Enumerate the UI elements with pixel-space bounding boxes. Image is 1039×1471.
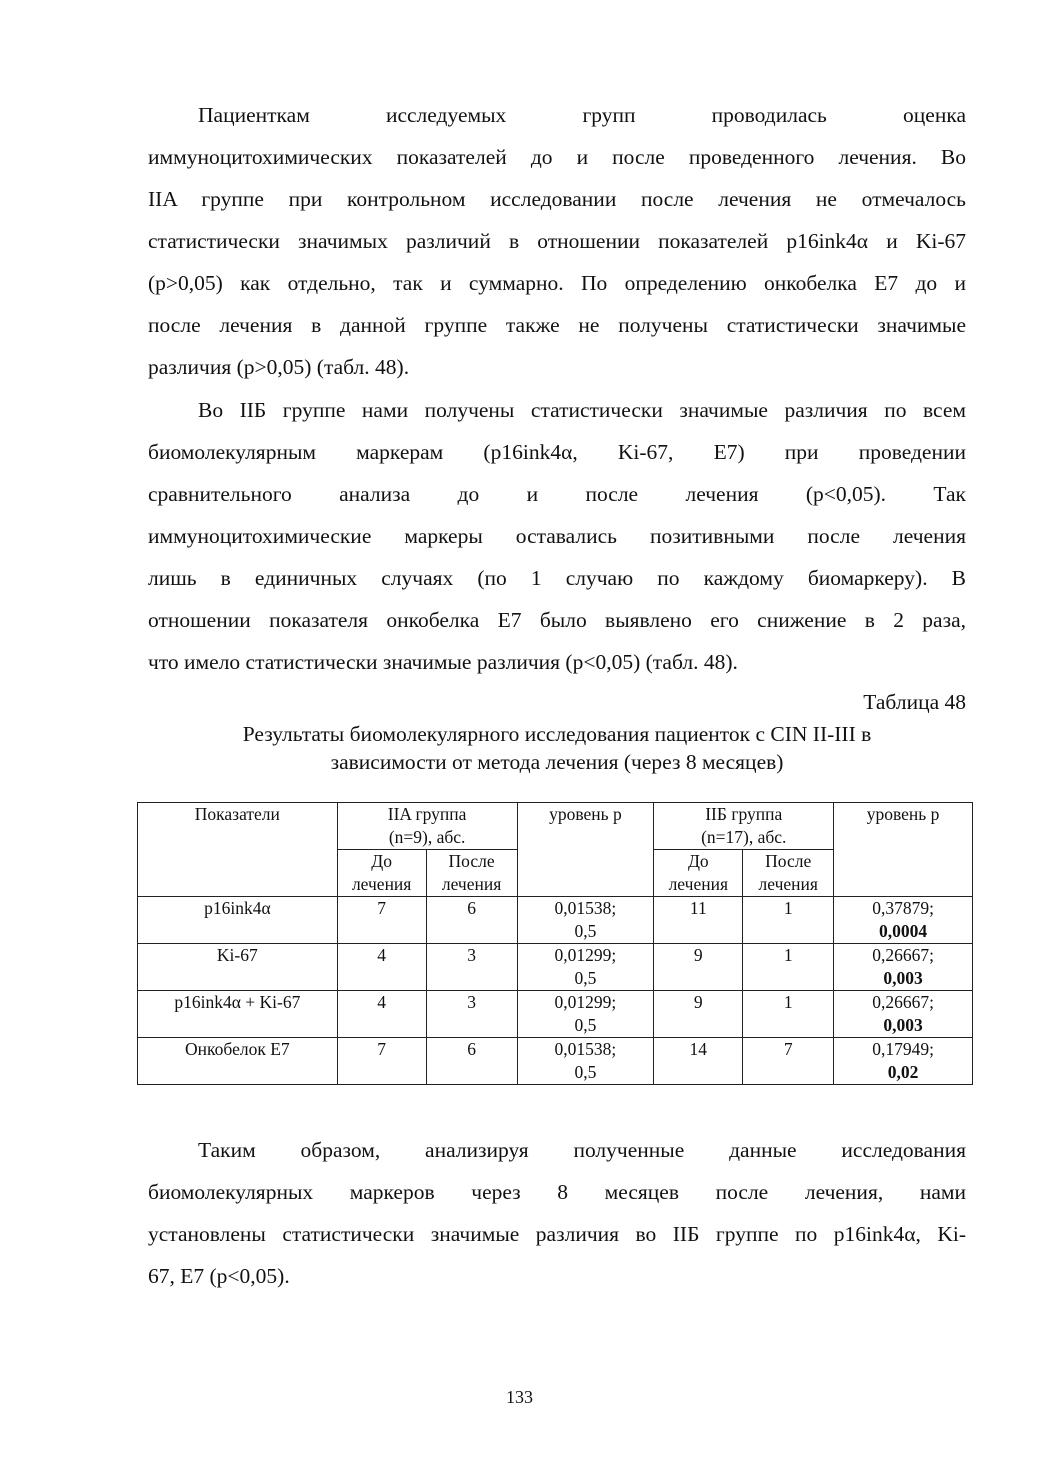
text-line: биомолекулярных маркеров через 8 месяцев после лечения, нами: [148, 1180, 966, 1204]
cell-b-after: 7: [743, 1038, 834, 1085]
text-line: иммуноцитохимические маркеры оставались позитивными после лечения: [148, 524, 966, 548]
cell-indicator: p16ink4α: [138, 897, 338, 944]
header-indicator: Показатели: [138, 803, 338, 897]
results-table: [137, 802, 973, 1085]
table-row: [138, 944, 973, 991]
cell-b-after: 1: [743, 897, 834, 944]
header-b-before: До лечения: [654, 850, 743, 897]
text-line: различия (p>0,05) (табл. 48).: [148, 355, 410, 379]
cell-p-b: 0,17949; 0,02: [834, 1038, 973, 1085]
cell-p-b: 0,26667; 0,003: [834, 944, 973, 991]
text-line: 67, E7 (p<0,05).: [148, 1264, 290, 1288]
cell-b-before: 9: [654, 944, 743, 991]
text-line: статистически значимых различий в отношении показателей p16ink4α и Ki-67: [148, 229, 966, 253]
cell-p-a: 0,01538; 0,5: [517, 1038, 654, 1085]
cell-p-a: 0,01538; 0,5: [517, 897, 654, 944]
paragraph-conclusion: [148, 1129, 966, 1297]
cell-p-a: 0,01299; 0,5: [517, 944, 654, 991]
cell-p-b: 0,26667; 0,003: [834, 991, 973, 1038]
header-p-level-a: уровень p: [517, 803, 654, 897]
text-line: Во IIБ группе нами получены статистически значимые различия по всем: [198, 398, 966, 422]
text-line: что имело статистически значимые различия (p<0,05) (табл. 48).: [148, 650, 738, 674]
page-number: 133: [506, 1387, 533, 1407]
cell-a-after: 3: [426, 944, 517, 991]
cell-a-after: 3: [426, 991, 517, 1038]
cell-a-before: 4: [337, 944, 426, 991]
text-line: после лечения в данной группе также не получены статистически значимые: [148, 313, 966, 337]
header-group-a: IIA группа (n=9), абс.: [337, 803, 517, 850]
cell-a-before: 7: [337, 897, 426, 944]
cell-b-after: 1: [743, 944, 834, 991]
text-line: биомолекулярным маркерам (p16ink4α, Ki-67, E7) при проведении: [148, 440, 966, 464]
cell-indicator: Онкобелок Е7: [138, 1038, 338, 1085]
text-line: установлены статистически значимые различия во IIБ группе по p16ink4α, Ki-: [148, 1222, 966, 1246]
header-p-level-b: уровень p: [834, 803, 973, 897]
table-title: [148, 720, 966, 776]
cell-indicator: p16ink4α + Ki-67: [138, 991, 338, 1038]
text-line: IIA группе при контрольном исследовании после лечения не отмечалось: [148, 187, 966, 211]
header-a-before: До лечения: [337, 850, 426, 897]
text-line: иммуноцитохимических показателей до и после проведенного лечения. Во: [148, 145, 966, 169]
header-b-after: После лечения: [743, 850, 834, 897]
cell-p-a: 0,01299; 0,5: [517, 991, 654, 1038]
text-line: Пациенткам исследуемых групп проводилась оценка: [198, 103, 966, 127]
cell-b-before: 11: [654, 897, 743, 944]
text-line: лишь в единичных случаях (по 1 случаю по каждому биомаркеру). В: [148, 566, 966, 590]
table-number: Таблица 48: [863, 690, 966, 714]
cell-a-after: 6: [426, 1038, 517, 1085]
cell-b-after: 1: [743, 991, 834, 1038]
table-row: [138, 991, 973, 1038]
text-line: Таким образом, анализируя полученные данные исследования: [198, 1138, 966, 1162]
text-line: отношении показателя онкобелка Е7 было выявлено его снижение в 2 раза,: [148, 608, 966, 632]
cell-a-before: 7: [337, 1038, 426, 1085]
cell-b-before: 14: [654, 1038, 743, 1085]
table-title-line: зависимости от метода лечения (через 8 месяцев): [330, 750, 784, 774]
table-row: [138, 897, 973, 944]
header-group-b: IIБ группа (n=17), абс.: [654, 803, 834, 850]
cell-a-before: 4: [337, 991, 426, 1038]
table-row: [138, 1038, 973, 1085]
text-line: сравнительного анализа до и после лечения (p<0,05). Так: [148, 482, 966, 506]
paragraph-patients-assessment: [148, 94, 966, 388]
paragraph-group-iib-results: [148, 389, 966, 683]
cell-indicator: Ki-67: [138, 944, 338, 991]
cell-p-b: 0,37879; 0,0004: [834, 897, 973, 944]
header-a-after: После лечения: [426, 850, 517, 897]
cell-b-before: 9: [654, 991, 743, 1038]
text-line: (p>0,05) как отдельно, так и суммарно. По определению онкобелка Е7 до и: [148, 271, 966, 295]
table-title-line: Результаты биомолекулярного исследования пациенток с CIN II-III в: [242, 722, 872, 746]
table-header-row: [138, 803, 973, 850]
cell-a-after: 6: [426, 897, 517, 944]
